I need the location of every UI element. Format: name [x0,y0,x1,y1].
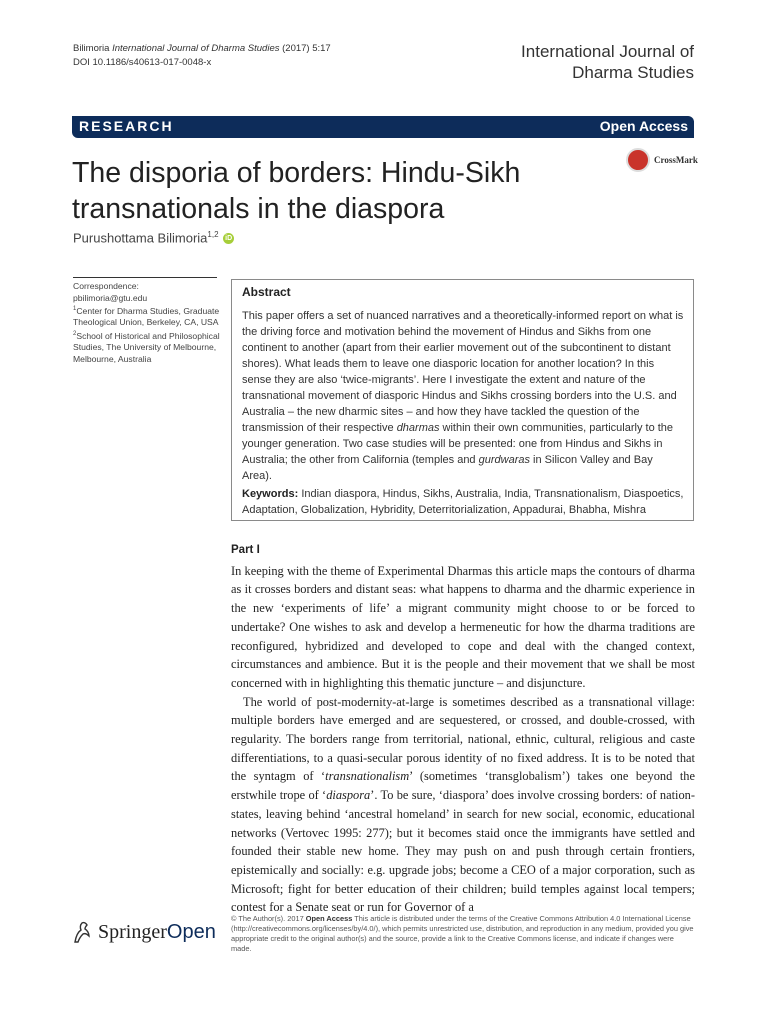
abstract-box [231,279,694,521]
affiliation-2-number: 2 [73,330,77,337]
crossmark-button[interactable] [626,147,696,175]
paragraph-2 [231,693,695,917]
article-type-label: RESEARCH [79,118,174,134]
abstract-heading: Abstract [242,285,291,299]
publisher-open: Open [166,921,216,943]
correspondence-label: Correspondence: [73,281,139,291]
journal-name-line-1: International Journal of [521,42,694,61]
author-name[interactable]: Purushottama Bilimoria [73,230,208,246]
correspondence-block [73,281,223,365]
affiliation-2-text: School of Historical and Philosophical Studies, The University of Melbourne, Melbourne, Australia [73,330,220,364]
paragraph-2-part-2: ’ (sometimes ‘transglobalism’) takes one beyond the erstwhile trope of ‘ [231,769,695,803]
abstract-text-part-1: This paper offers a set of nuanced narratives and a theoretically-informed report on what is the driving force and motivation behind the movement of Hindus and Sikhs from one continent to another (apart from their earlier movement out of the subcontinent to distant shores). What leads them to leave one diasporic location for another location? In this sense they are also ‘twice-migrants’. Here I investigate the extent and nature of the transnational movement of diasporic Hindus and Sikhs crossing borders into the U.S. and Australia – the new dharmic sites – and how they have tackled the question of the transmission of their respective [242,310,684,434]
citation-volume: (2017) 5:17 [282,43,331,54]
springer-open-logo[interactable] [72,918,222,948]
license-open-access: Open Access [305,914,353,923]
term-transnationalism: transnationalism [325,769,410,784]
affiliation-1-number: 1 [73,306,77,312]
affiliation-1-text: Center for Dharma Studies, Graduate Theological Union, Berkeley, CA, USA [73,305,220,328]
keywords-list: Indian diaspora, Hindus, Sikhs, Australia, India, Transnationalism, Diaspoetics, Adaptation, Globalization, Hybridity, Deterritorialization, Appadurai, Bhabha, Mishra [242,488,684,516]
paragraph-2-part-3: ’. To be sure, ‘diaspora’ does involve crossing borders: of nation-states, leaving behind ‘ancestral homeland’ in search for new social, economic, educational networks (Vertovec 1995: 277); but it becomes staid once the immigrants have settled and founded their stable new home. They may push on and push through certain frontiers, epistemically and socially: e.g. upgrade jobs; become a CEO of a major corporation, such as Microsoft; fight for better education of their children; build temples against local tempers; contest for a Senate seat or run for Governor of a [231,788,695,915]
crossmark-icon [626,148,650,172]
journal-name-line-2: Dharma Studies [572,63,694,82]
article-body [231,541,695,917]
article-title: The disporia of borders: Hindu-Sikh transnationals in the diaspora [72,157,521,225]
abstract-term-dharmas: dharmas [396,422,440,434]
author-line [73,230,234,245]
correspondence-email[interactable]: pbilimoria@gtu.edu [73,292,148,303]
citation-header [73,42,331,70]
open-access-label: Open Access [599,118,688,134]
license-copyright: © The Author(s). 2017 [231,914,304,923]
section-heading: Part I [231,544,260,556]
journal-name [521,41,694,83]
affiliation-1 [73,304,223,329]
author-affiliation-marks: 1,2 [207,230,219,239]
paragraph-2-part-1: The world of post-modernity-at-large is sometimes described as a transnational village: multiple borders have emerged and are sequestered, or crossed, and double-crossed, with regularity. The borders range from territorial, national, ethnic, cultural, religious and caste differentiations, to a quasi-secular porous identity of no fixed address. It is to be noted that the syntagm of ‘ [231,694,695,784]
publisher-name [98,921,216,944]
keywords-label: Keywords: [242,488,299,500]
publisher-springer: Springer [98,921,167,943]
affiliation-2 [73,329,223,365]
abstract-text [242,308,684,484]
springer-horse-icon [72,920,92,944]
orcid-icon[interactable]: iD [225,235,233,243]
citation-line-1 [73,42,331,56]
license-text: This article is distributed under the terms of the Creative Commons Attribution 4.0 International License (http://creativecommons.org/licenses/by/4.0/), which permits unrestricted use, distribution, and reproduction in any medium, provided you give appropriate credit to the original author(s) and the source, provide a link to the Creative Commons license, and indicate if changes were made. [231,914,694,953]
paragraph-1: In keeping with the theme of Experimental Dharmas this article maps the contours of dharma as it crosses borders and distant seas: what happens to dharma and the dharmic experience in the new ‘experiments of life’ a migrant community might choose to or be forced to undertake? One wishes to ask and develop a hermeneutic for how the dharma traditions are reconfigured, hybridized and developed to cope and deal with the changed context, circumstances and ambience. But it is the people and their movement that we shall be most concerned with in highlighting this thematic juncture – and disjuncture. [231,563,695,690]
term-diaspora: diaspora [326,788,371,803]
citation-journal: International Journal of Dharma Studies [112,43,280,54]
abstract-term-gurdwaras: gurdwaras [478,454,530,466]
abstract-text-part-2: within their own communities, particularly to the younger generation. Two case studies will be presented: one from Hindus and Sikhs in Australia; the other from California (temples and [242,422,674,466]
sidebar-divider [73,277,217,278]
abstract-text-part-3: in Silicon Valley and Bay Area). [242,454,653,482]
crossmark-label: CrossMark [654,155,698,165]
citation-author: Bilimoria [73,43,110,54]
keywords [242,486,684,518]
citation-doi[interactable]: DOI 10.1186/s40613-017-0048-x [73,57,212,68]
license-notice [231,914,695,954]
article-type-banner [72,116,694,138]
